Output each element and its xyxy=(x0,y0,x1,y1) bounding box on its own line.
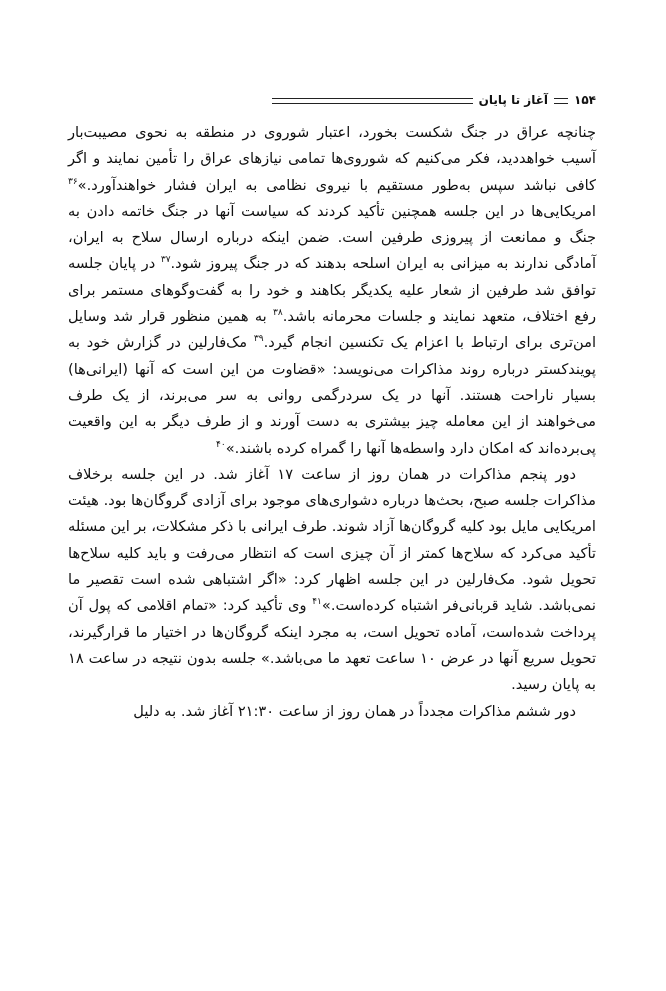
footnote-marker: ۳۷ xyxy=(160,255,171,266)
paragraph xyxy=(68,462,596,699)
text-run: در پایان جلسه توافق شد طرفین از شعار علیه یکدیگر بکاهند و خود را به گفت‌وگوهای مستمر برای رفع اختلاف، متعهد نمایند و جلسات محرمانه باشد. xyxy=(68,255,596,326)
footnote-marker: ۴۰ xyxy=(216,439,226,450)
header-separator xyxy=(554,98,568,104)
text-run: مک‌فارلین در گزارش خود به پویندکستر درباره روند مذاکرات می‌نویسد: «قضاوت من این است که آنها (ایرانی‌ها) بسیار ناراحت هستند. آنها در یک سردرگمی روانی به سر می‌برند، از یک طرف می‌خواهند از این معامله چیز بیشتری به دست آورند و از طرف دیگر به این واقعیت پی‌برده‌اند که امکان دارد واسطه‌ها آنها را گمراه کرده باشند.» xyxy=(68,334,596,457)
page-number: ۱۵۴ xyxy=(574,93,596,107)
text-run: وی تأکید کرد: «تمام اقلامی که پول آن پرداخت شده‌است، آماده تحویل است، به مجرد اینکه گروگان‌ها در اختیار ما قرارگیرند، تحویل سریع آنها در عرض ۱۰ ساعت تعهد ما می‌باشد.» جلسه بدون نتیجه در ساعت ۱۸ به پایان رسید. xyxy=(68,597,597,694)
header-rule xyxy=(272,98,473,104)
footnote-marker: ۳۶ xyxy=(68,176,78,187)
text-run: امریکایی‌ها در این جلسه همچنین تأکید کردند که سیاست آنها در جنگ خاتمه دادن به جنگ و ممانعت از پیروزی طرفین است. ضمن اینکه درباره ارسال سلاح به ایران، آمادگی ندارند به میزانی به ایران اسلحه بدهند که در جنگ پیروز شود. xyxy=(68,202,596,273)
text-run: به همین منظور قرار شد وسایل امن‌تری برای ارتباط با اعزام یک تکنسین انجام گیرد. xyxy=(68,308,596,352)
text-run: دور ششم مذاکرات مجدداً در همان روز از ساعت ۲۱:۳۰ آغاز شد. به دلیل xyxy=(133,702,576,720)
footnote-marker: ۳۹ xyxy=(253,334,264,345)
running-header xyxy=(272,88,596,112)
paragraph xyxy=(68,699,596,725)
body-text xyxy=(68,120,596,725)
footnote-marker: ۳۸ xyxy=(273,308,283,319)
text-run: چنانچه عراق در جنگ شکست بخورد، اعتبار شوروی در منطقه به نحوی مصیبت‌بار آسیب خواهددید، فکر می‌کنیم که شوروی‌ها تمامی نیازهای عراق را تأمین نمایند و اگر کافی نباشد سپس به‌طور مستقیم با نیروی نظامی به ایران فشار خواهندآورد.» xyxy=(68,124,596,194)
paragraph xyxy=(68,120,596,462)
running-title: آغاز تا پایان xyxy=(478,93,549,107)
footnote-marker: ۴۱ xyxy=(312,597,322,608)
text-run: دور پنجم مذاکرات در همان روز از ساعت ۱۷ آغاز شد. در این جلسه برخلاف مذاکرات جلسه صبح، بحث‌ها درباره دشواری‌های موجود برای آزادی گروگان‌ها بود. هیئت امریکایی مایل بود کلیه گروگان‌ها آزاد شوند. طرف ایرانی با ذکر مشکلات، بر این مسئله تأکید می‌کرد که سلاح‌ها کمتر از آن چیزی است که انتظار می‌رفت و باید کلیه سلاح‌ها تحویل شود. مک‌فارلین در این جلسه اظهار کرد: «اگر اشتباهی شده است تقصیر ما نمی‌باشد. شاید قربانی‌فر اشتباه کرده‌است.» xyxy=(68,465,596,615)
